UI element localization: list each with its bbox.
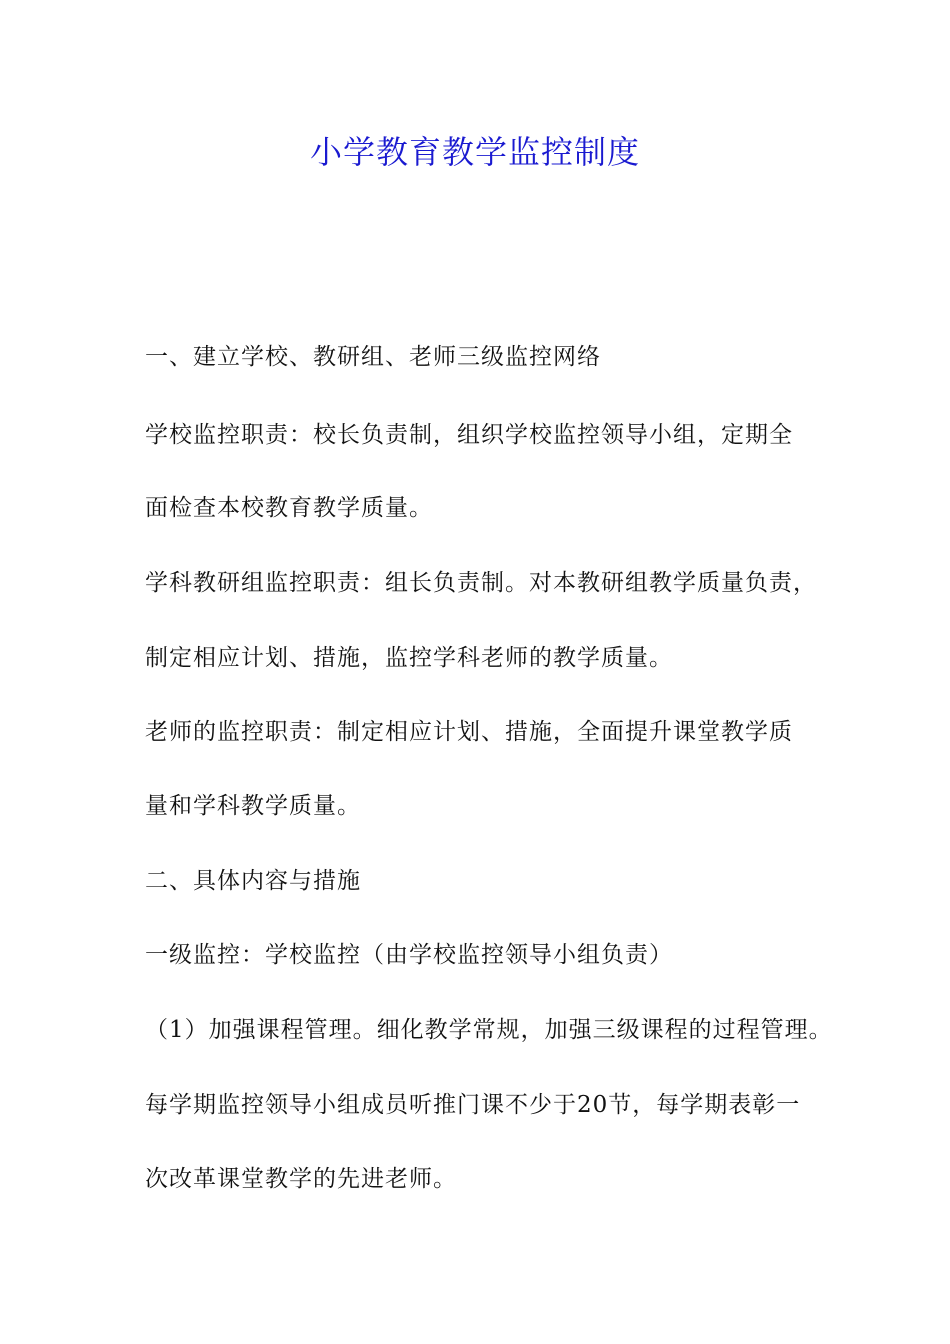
section-heading-1: 一、建立学校、教研组、老师三级监控网络 [145, 344, 601, 370]
paragraph-line: 量和学科教学质量。 [145, 793, 361, 819]
document-title: 小学教育教学监控制度 [309, 133, 640, 171]
paragraph-line: 学校监控职责：校长负责制，组织学校监控领导小组，定期全 [145, 422, 793, 448]
paragraph-line: 老师的监控职责：制定相应计划、措施，全面提升课堂教学质 [145, 719, 793, 745]
paragraph-line: 一级监控：学校监控（由学校监控领导小组负责） [145, 942, 673, 968]
paragraph-line: 次改革课堂教学的先进老师。 [145, 1166, 457, 1192]
paragraph-line: （1）加强课程管理。细化教学常规，加强三级课程的过程管理。 [145, 1017, 833, 1043]
paragraph-line: 制定相应计划、措施，监控学科老师的教学质量。 [145, 645, 673, 671]
section-heading-2: 二、具体内容与措施 [145, 868, 361, 894]
paragraph-line: 面检查本校教育教学质量。 [145, 495, 433, 521]
paragraph-line: 学科教研组监控职责：组长负责制。对本教研组教学质量负责， [145, 570, 817, 596]
paragraph-line: 每学期监控领导小组成员听推门课不少于20节，每学期表彰一 [145, 1092, 801, 1118]
